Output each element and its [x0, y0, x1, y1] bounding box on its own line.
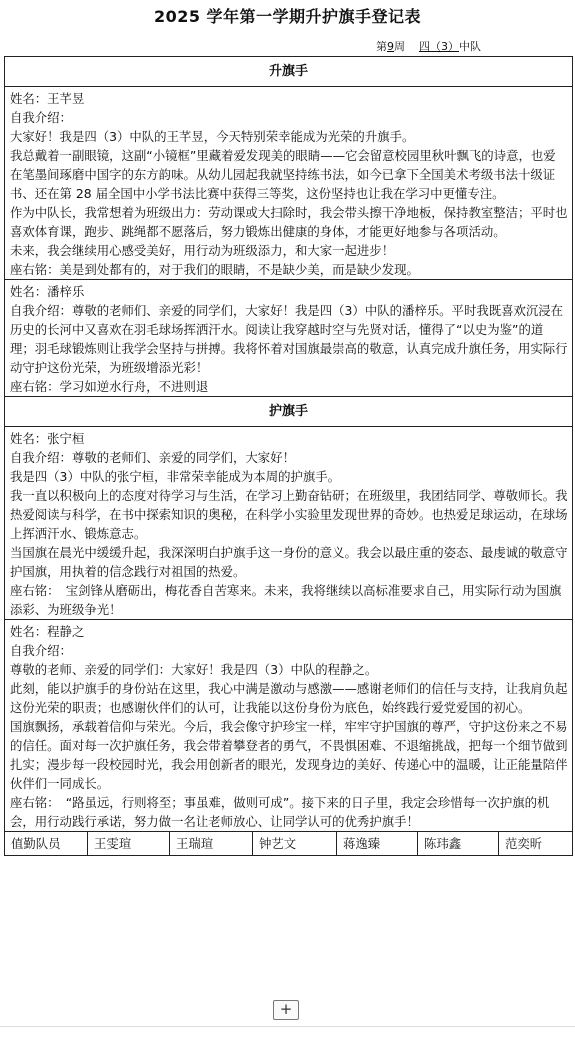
- entry-paragraph: 此刻，能以护旗手的身份站在这里，我心中满是激动与感激——感谢老师们的信任与支持，让我肩负起这份光荣的职责；也感谢伙伴们的认可，让我能以这份身份为底色，始终践行爱党爱国的初心。: [10, 681, 568, 715]
- entry-paragraph: 自我介绍：: [10, 643, 72, 658]
- entry-paragraph: 自我介绍：尊敬的老师们、亲爱的同学们，大家好！我是四（3）中队的潘梓乐。平时我既喜欢沉浸在历史的长河中又喜欢在羽毛球场挥洒汗水。阅读让我穿越时空与先贤对话，懂得了“以史为鉴”的道理；羽毛球锻炼则让我学会坚持与拼搏。我将怀着对国旗最崇高的敬意，认真完成升旗任务，用实际行动守护这份光荣，为班级增添光彩！: [10, 303, 568, 375]
- week-prefix: 第: [376, 40, 387, 53]
- week-number: 9: [387, 40, 394, 53]
- duty-member: 王瑞瑄: [170, 832, 253, 855]
- entry-paragraph: 大家好！我是四（3）中队的王芊昱，今天特别荣幸能成为光荣的升旗手。: [10, 129, 415, 144]
- entry-paragraph: 我是四（3）中队的张宁桓，非常荣幸能成为本周的护旗手。: [10, 469, 341, 484]
- duty-member: 钟艺文: [253, 832, 337, 855]
- add-row-button[interactable]: +: [273, 1000, 299, 1020]
- entry-zhang-ninghuan: [5, 427, 572, 620]
- entry-pan-zile: [5, 280, 572, 397]
- section-heading-guard: 护旗手: [5, 397, 572, 427]
- entry-name: 姓名：张宁桓: [10, 431, 85, 446]
- entry-paragraph: 自我介绍：尊敬的老师们、亲爱的同学们，大家好！: [10, 450, 295, 465]
- entry-name: 姓名：王芊昱: [10, 91, 85, 106]
- page-bottom-divider: [0, 1026, 575, 1027]
- duty-label: 值勤队员: [5, 832, 88, 855]
- entry-name: 姓名：程静之: [10, 624, 85, 639]
- entry-paragraph: 未来，我会继续用心感受美好，用行动为班级添力，和大家一起进步！: [10, 243, 395, 258]
- entry-paragraph: 我一直以积极向上的态度对待学习与生活，在学习上勤奋钻研；在班级里，我团结同学、尊敬师长。我热爱阅读与科学，在书中探索知识的奥秘，在科学小实验里发现世界的奇妙。也热爱足球运动，在球场上挥洒汗水、锻炼意志。: [10, 488, 568, 541]
- entry-motto: 座右铭：学习如逆水行舟，不进则退: [10, 379, 209, 394]
- entry-motto: 座右铭： “路虽远，行则将至；事虽难，做则可成”。接下来的日子里，我定会珍惜每一次护旗的机会，用行动践行承诺，努力做一名让老师放心、让同学认可的优秀护旗手！: [10, 795, 550, 829]
- entry-motto: 座右铭：美是到处都有的，对于我们的眼睛，不是缺少美，而是缺少发现。: [10, 262, 419, 277]
- entry-paragraph: 我总戴着一副眼镜，这副“小镜框”里藏着爱发现美的眼睛——它会留意校园里秋叶飘飞的诗意，也爱在笔墨间琢磨中国字的东方韵味。从幼儿园起我就坚持练书法，如今已拿下全国美术考级书法十级证书、还在第 28 届全国中小学书法比赛中获得三等奖，这份坚持也让我在学习中更懂专注。: [10, 148, 556, 201]
- class-name: 四（3）: [419, 40, 459, 53]
- section-heading-raise: 升旗手: [5, 57, 572, 87]
- entry-paragraph: 国旗飘扬，承载着信仰与荣光。今后，我会像守护珍宝一样，牢牢守护国旗的尊严，守护这份来之不易的信任。面对每一次护旗任务，我会带着攀登者的勇气，不畏惧困难、不退缩挑战，把每一个细节做到扎实；漫步每一段校园时光，我会用创新者的眼光，发现身边的美好、传递心中的温暖，让正能量陪伴伙伴们一同成长。: [10, 719, 568, 791]
- entry-paragraph: 自我介绍：: [10, 110, 72, 125]
- week-suffix: 周: [394, 40, 405, 53]
- entry-paragraph: 作为中队长，我常想着为班级出力：劳动课或大扫除时，我会带头擦干净地板，保持教室整洁；平时也喜欢体育课，跑步、跳绳都不愿落后，努力锻炼出健康的身体，才能更好地参与各项活动。: [10, 205, 568, 239]
- entry-cheng-jingzhi: [5, 620, 572, 832]
- duty-member: 蒋逸臻: [337, 832, 418, 855]
- entry-motto: 座右铭： 宝剑锋从磨砺出，梅花香自苦寒来。未来，我将继续以高标准要求自己，用实际行动为国旗添彩、为班级争光！: [10, 583, 562, 617]
- class-suffix: 中队: [459, 40, 481, 53]
- entry-name: 姓名：潘梓乐: [10, 284, 85, 299]
- entry-wang-qianyu: [5, 87, 572, 280]
- duty-members-row: [5, 832, 572, 856]
- page-title: 2025 学年第一学期升护旗手登记表: [153, 7, 422, 26]
- entry-paragraph: 当国旗在晨光中缓缓升起，我深深明白护旗手这一身份的意义。我会以最庄重的姿态、最虔诚的敬意守护国旗，用执着的信念践行对祖国的热爱。: [10, 545, 568, 579]
- duty-member: 王雯瑄: [88, 832, 170, 855]
- entry-paragraph: 尊敬的老师、亲爱的同学们：大家好！我是四（3）中队的程静之。: [10, 662, 378, 677]
- duty-member: 范奕昕: [505, 836, 543, 851]
- duty-member: 陈玮鑫: [418, 832, 499, 855]
- week-class-info: [376, 38, 481, 54]
- register-table: [4, 56, 573, 856]
